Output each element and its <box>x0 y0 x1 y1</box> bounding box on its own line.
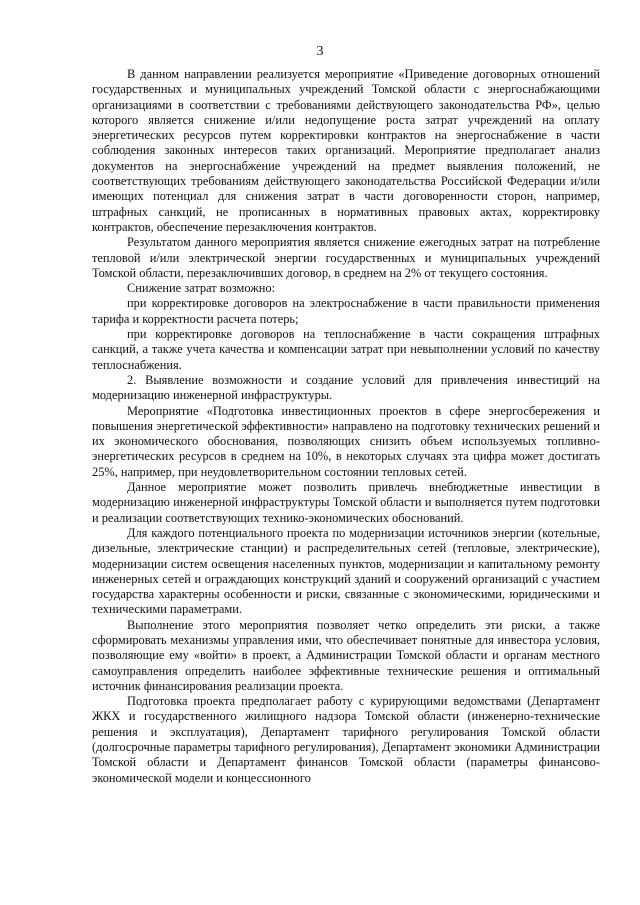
paragraph-7: Мероприятие «Подготовка инвестиционных проектов в сфере энергосбережения и повышения энергетической эффективности» направлено на подготовку технических решений и их экономического обоснования, позволяющих снизить объем используемых топливно-энергетических ресурсов в среднем на 10%, в некоторых случаях эта цифра может достигать 25%, например, при неудовлетворительном состоянии тепловых сетей. <box>92 403 600 479</box>
paragraph-4: при корректировке договоров на электроснабжение в части правильности применения тарифа и корректности расчета потерь; <box>92 296 600 326</box>
paragraph-10: Выполнение этого мероприятия позволяет четко определить эти риски, а также сформировать механизмы управления ими, что обеспечивает понятные для инвестора условия, позволяющие ему «войти» в проект, а Администрации Томской области и органам местного самоуправления определить наиболее эффективные технические решения и оптимальный источник финансирования реализации проекта. <box>92 617 600 693</box>
paragraph-9: Для каждого потенциального проекта по модернизации источников энергии (котельные, дизельные, электрические станции) и распределительных сетей (тепловые, электрические), модернизации систем освещения населенных пунктов, модернизации и капитальному ремонту инженерных сетей и ограждающих конструкций зданий и сооружений организаций с участием государства характерны особенности и риски, связанные с экономическими, юридическими и техническими параметрами. <box>92 525 600 617</box>
paragraph-5: при корректировке договоров на теплоснабжение в части сокращения штрафных санкций, а также учета качества и компенсации затрат при невыполнении условий по качеству теплоснабжения. <box>92 327 600 372</box>
paragraph-2: Результатом данного мероприятия является снижение ежегодных затрат на потребление тепловой и/или электрической энергии государственных и муниципальных учреждений Томской области, перезаключивших договор, в среднем на 2% от текущего состояния. <box>92 235 600 280</box>
paragraph-6: 2. Выявление возможности и создание условий для привлечения инвестиций на модернизацию инженерной инфраструктуры. <box>92 372 600 403</box>
document-body <box>92 67 600 786</box>
paragraph-11: Подготовка проекта предполагает работу с курирующими ведомствами (Департамент ЖКХ и государственного жилищного надзора Томской области (инженерно-технические решения и эксплуатация), Департамент тарифного регулирования Томской области (долгосрочные параметры тарифного регулирования), Департамент экономики Администрации Томской области и Департамент финансов Томской области (параметры финансово-экономической модели и концессионного <box>92 694 600 785</box>
paragraph-1: В данном направлении реализуется мероприятие «Приведение договорных отношений государственных и муниципальных учреждений Томской области с энергоснабжающими организациями в соответствии с требованиями действующего законодательства РФ», целью которого является снижение и/или недопущение роста затрат учреждений на оплату энергетических ресурсов путем корректировки контрактов на энергоснабжение в части соблюдения законных интересов таких организаций. Мероприятие предполагает анализ документов на энергоснабжение учреждений на предмет выявления положений, не соответствующих требованиям действующего законодательства Российской Федерации и/или имеющих потенциал для снижения затрат в части договоренности сторон, например, штрафных санкций, не прописанных в нормативных правовых актах, корректировку контрактов, обеспечение перезаключения контрактов. <box>92 67 600 234</box>
paragraph-3: Снижение затрат возможно: <box>127 281 276 296</box>
paragraph-8: Данное мероприятие может позволить привлечь внебюджетные инвестиции в модернизацию инженерной инфраструктуры Томской области и выполняется путем подготовки и реализации соответствующих технико-экономических обоснований. <box>92 480 600 525</box>
page-number: 3 <box>316 44 324 59</box>
